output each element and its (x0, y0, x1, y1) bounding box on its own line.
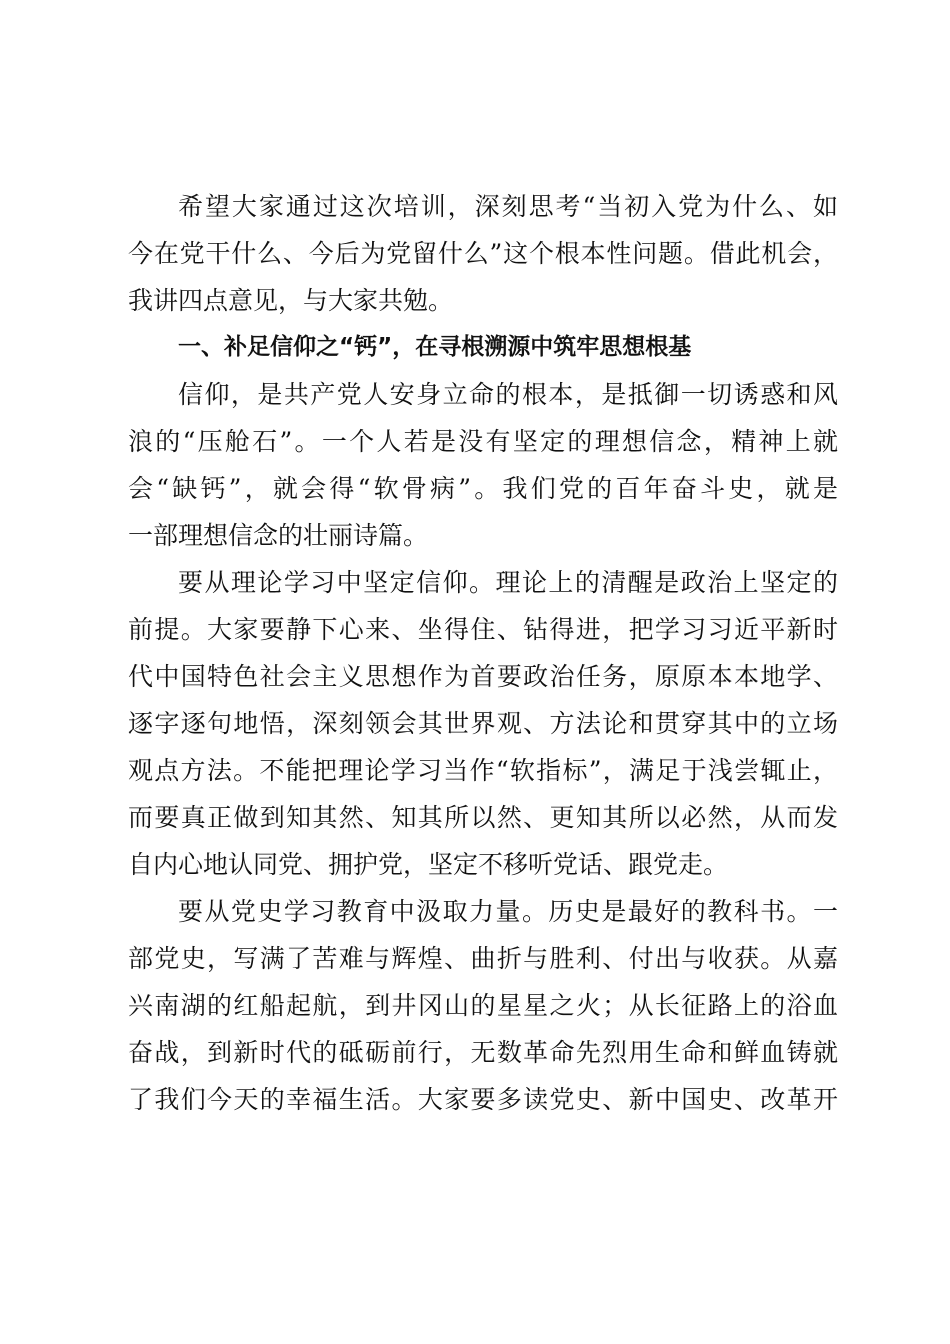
paragraph-3-line-7: 自内心地认同党、拥护党，坚定不移听党话、跟党走。 (128, 850, 729, 879)
paragraph-2-line-3: 会“缺钙”，就会得“软骨病”。我们党的百年奋斗史，就是 (128, 474, 838, 503)
paragraph-3-line-4: 逐字逐句地悟，深刻领会其世界观、方法论和贯穿其中的立场 (128, 709, 838, 738)
paragraph-3-line-6: 而要真正做到知其然、知其所以然、更知其所以必然，从而发 (128, 803, 838, 832)
paragraph-1-line-1: 希望大家通过这次培训，深刻思考“当初入党为什么、如 (178, 192, 838, 221)
paragraph-2-line-4: 一部理想信念的壮丽诗篇。 (128, 521, 429, 550)
paragraph-3-line-3: 代中国特色社会主义思想作为首要政治任务，原原本本地学、 (128, 662, 838, 691)
paragraph-2-line-2: 浪的“压舱石”。一个人若是没有坚定的理想信念，精神上就 (128, 427, 838, 456)
paragraph-4-line-3: 兴南湖的红船起航，到井冈山的星星之火；从长征路上的浴血 (128, 991, 838, 1020)
paragraph-1-line-2: 今在党干什么、今后为党留什么”这个根本性问题。借此机会， (128, 239, 838, 268)
paragraph-3-line-2: 前提。大家要静下心来、坐得住、钻得进，把学习习近平新时 (128, 615, 838, 644)
paragraph-4-line-5: 了我们今天的幸福生活。大家要多读党史、新中国史、改革开 (128, 1085, 838, 1114)
paragraph-3-line-5: 观点方法。不能把理论学习当作“软指标”，满足于浅尝辄止， (128, 756, 838, 785)
paragraph-4-line-2: 部党史，写满了苦难与辉煌、曲折与胜利、付出与收获。从嘉 (128, 944, 838, 973)
paragraph-4-line-1: 要从党史学习教育中汲取力量。历史是最好的教科书。一 (178, 897, 838, 926)
document-body (128, 183, 838, 1123)
paragraph-4-line-4: 奋战，到新时代的砥砺前行，无数革命先烈用生命和鲜血铸就 (128, 1038, 838, 1067)
paragraph-2-line-1: 信仰，是共产党人安身立命的根本，是抵御一切诱惑和风 (178, 380, 838, 409)
section-heading-1: 一、补足信仰之“钙”，在寻根溯源中筑牢思想根基 (178, 334, 692, 360)
paragraph-3-line-1: 要从理论学习中坚定信仰。理论上的清醒是政治上坚定的 (178, 568, 838, 597)
paragraph-1-line-3: 我讲四点意见，与大家共勉。 (128, 286, 454, 315)
